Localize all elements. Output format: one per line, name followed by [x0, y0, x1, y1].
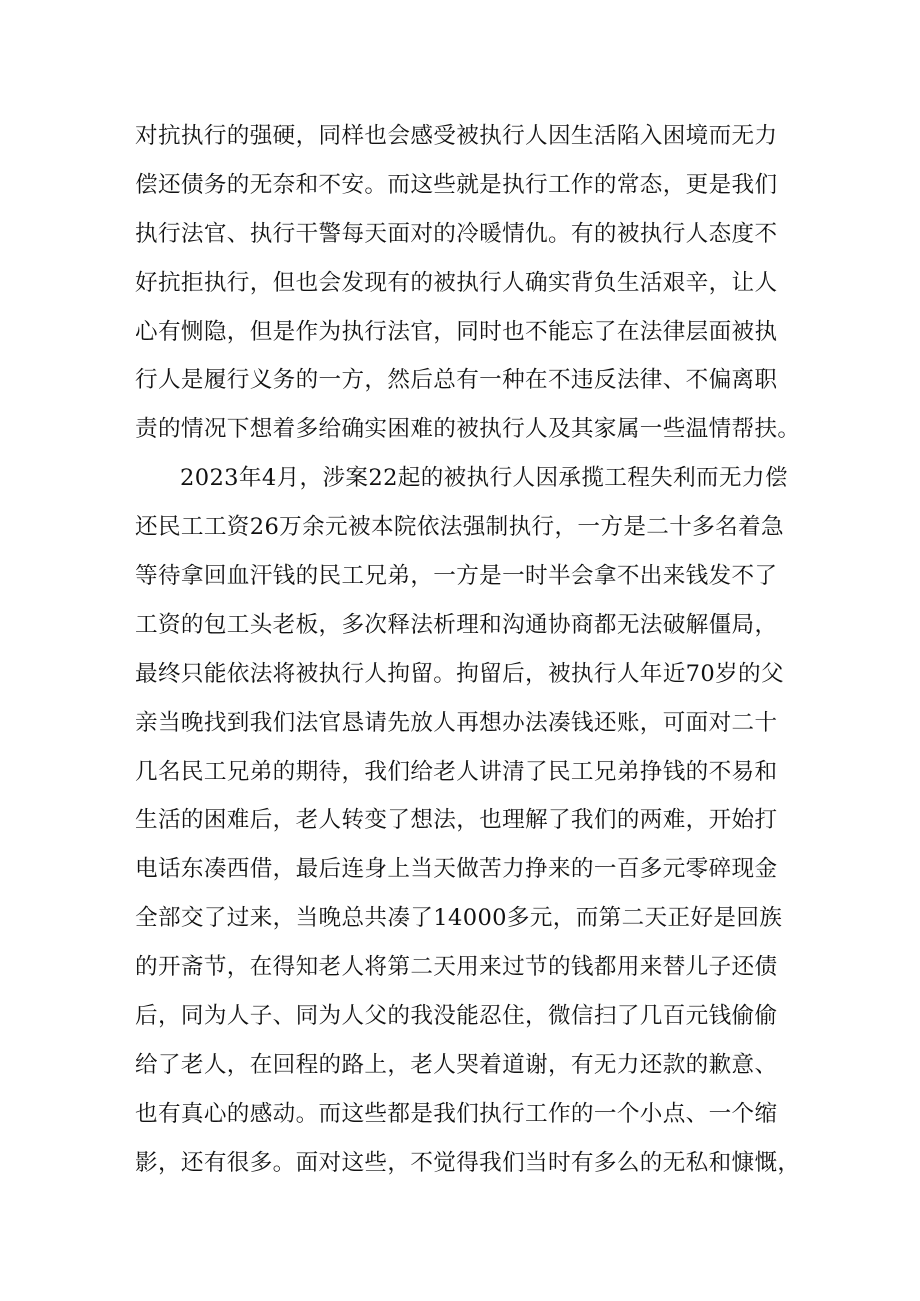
text-line: 后，同为人子、同为人父的我没能忍住，微信扫了几百元钱偷偷 [135, 1003, 778, 1030]
text-line: 好抗拒执行，但也会发现有的被执行人确实背负生活艰辛，让人 [135, 269, 778, 296]
text-line: 给了老人，在回程的路上，老人哭着道谢，有无力还款的歉意、 [135, 1051, 778, 1078]
text-line: 责的情况下想着多给确实困难的被执行人及其家属一些温情帮扶。 [135, 416, 801, 443]
text-line: 生活的困难后，老人转变了想法，也理解了我们的两难，开始打 [135, 807, 778, 834]
document-body [135, 112, 835, 1188]
text-line: 偿还债务的无奈和不安。而这些就是执行工作的常态，更是我们 [135, 171, 778, 198]
text-line: 的开斋节，在得知老人将第二天用来过节的钱都用来替儿子还债 [135, 954, 778, 981]
text-line: 还民工工资26万余元被本院依法强制执行，一方是二十多名着急 [135, 514, 784, 541]
text-line: 心有恻隐，但是作为执行法官，同时也不能忘了在法律层面被执 [135, 318, 778, 345]
paragraph-first-line: 2023年4月，涉案22起的被执行人因承揽工程失利而无力偿 [180, 465, 788, 492]
text-line: 行人是履行义务的一方，然后总有一种在不违反法律、不偏离职 [135, 367, 778, 394]
text-line: 影，还有很多。面对这些，不觉得我们当时有多么的无私和慷慨， [135, 1149, 801, 1176]
text-line: 最终只能依法将被执行人拘留。拘留后，被执行人年近70岁的父 [135, 660, 784, 687]
text-line: 等待拿回血汗钱的民工兄弟，一方是一时半会拿不出来钱发不了 [135, 563, 778, 590]
text-line: 也有真心的感动。而这些都是我们执行工作的一个小点、一个缩 [135, 1100, 778, 1127]
text-line: 工资的包工头老板，多次释法析理和沟通协商都无法破解僵局， [135, 611, 778, 638]
text-line: 几名民工兄弟的期待，我们给老人讲清了民工兄弟挣钱的不易和 [135, 758, 778, 785]
text-line: 执行法官、执行干警每天面对的冷暖情仇。有的被执行人态度不 [135, 220, 778, 247]
text-line: 电话东凑西借，最后连身上当天做苦力挣来的一百多元零碎现金 [135, 856, 778, 883]
text-line: 全部交了过来，当晚总共凑了14000多元，而第二天正好是回族 [135, 905, 783, 932]
text-line: 对抗执行的强硬，同样也会感受被执行人因生活陷入困境而无力 [135, 123, 778, 149]
text-line: 亲当晚找到我们法官恳请先放人再想办法凑钱还账，可面对二十 [135, 709, 778, 736]
